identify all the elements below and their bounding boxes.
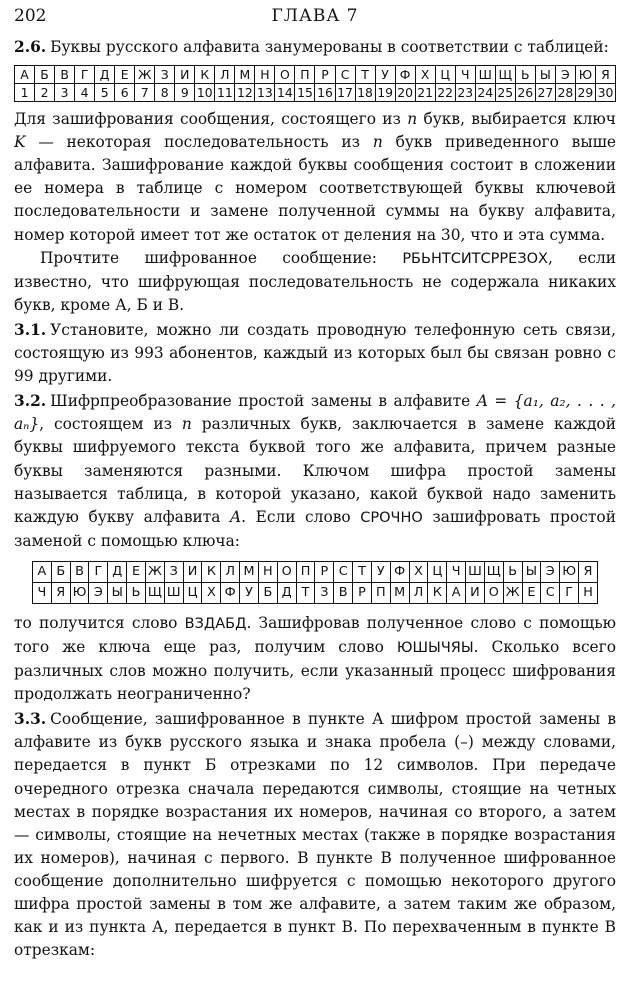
letter-cell: А xyxy=(33,561,52,582)
letter-cell: Ф xyxy=(395,66,415,84)
alphabet-row xyxy=(15,66,616,84)
number-cell: 13 xyxy=(255,84,275,102)
number-cell: 16 xyxy=(315,84,335,102)
number-cell: 26 xyxy=(515,84,535,102)
letter-cell: Ж xyxy=(135,66,155,84)
letter-cell: Ь xyxy=(503,561,522,582)
text: , если известно, что шифрующая последовательность не содержала никаких букв, кроме А, Б и В. xyxy=(14,248,616,314)
page-number: 202 xyxy=(14,6,47,26)
letter-cell: Ш xyxy=(475,66,495,84)
letter-cell: Щ xyxy=(484,561,503,582)
letter-cell: С xyxy=(335,66,355,84)
key-cell: Ц xyxy=(183,582,202,603)
number-cell: 10 xyxy=(195,84,215,102)
letter-cell: П xyxy=(295,66,315,84)
key-cell: Л xyxy=(409,582,428,603)
problem-label: 3.3. xyxy=(14,710,47,729)
number-cell: 12 xyxy=(235,84,255,102)
number-cell: 7 xyxy=(135,84,155,102)
letter-cell: М xyxy=(240,561,259,582)
letter-cell: Е xyxy=(115,66,135,84)
chapter-title: ГЛАВА 7 xyxy=(271,6,359,26)
letter-cell: Р xyxy=(315,561,334,582)
key-cell: З xyxy=(315,582,334,603)
letter-cell: Н xyxy=(258,561,277,582)
key-cell: Х xyxy=(202,582,221,603)
key-cell: Ч xyxy=(33,582,52,603)
letter-cell: О xyxy=(277,561,296,582)
letter-cell: Я xyxy=(579,561,598,582)
running-header xyxy=(14,4,616,34)
letter-cell: К xyxy=(202,561,221,582)
problem-label: 3.1. xyxy=(14,320,47,339)
number-cell: 8 xyxy=(155,84,175,102)
code-word: ВЗДАБД xyxy=(184,615,247,632)
text: букв приведенного выше алфавита. Зашифрование каждой буквы сообщения состоит в сложении ее номера в таблице с номером соответствующей буквы ключевой последовательности и замене полученной суммы на букву алфавита, номер которой имеет тот же остаток от деления на 30, что и эта сумма. xyxy=(14,133,616,244)
number-cell: 5 xyxy=(95,84,115,102)
number-cell: 4 xyxy=(75,84,95,102)
problem-3-1 xyxy=(14,319,616,388)
substitution-key-table xyxy=(32,561,598,604)
alphabet-number-table xyxy=(14,65,616,102)
letter-cell: З xyxy=(155,66,175,84)
letter-cell: П xyxy=(296,561,315,582)
number-cell: 22 xyxy=(435,84,455,102)
letter-cell: У xyxy=(371,561,390,582)
letter-cell: Б xyxy=(51,561,70,582)
text: . Сколько всего различных слов можно получить, если указанный процесс шифрования продолжать неограниченно? xyxy=(14,637,616,704)
number-cell: 23 xyxy=(455,84,475,102)
number-cell: 3 xyxy=(55,84,75,102)
number-cell: 19 xyxy=(375,84,395,102)
key-cell: О xyxy=(484,582,503,603)
key-cell: К xyxy=(428,582,447,603)
letter-cell: А xyxy=(15,66,35,84)
letter-cell: У xyxy=(375,66,395,84)
text: то получится слово xyxy=(14,613,178,632)
text: . Если слово xyxy=(241,507,351,526)
letter-cell: Ь xyxy=(515,66,535,84)
text: Прочтите шифрованное сообщение: xyxy=(40,248,377,267)
problem-label: 3.2. xyxy=(14,392,47,411)
letter-cell: Я xyxy=(595,66,615,84)
letter-cell: Б xyxy=(35,66,55,84)
letter-cell: Л xyxy=(221,561,240,582)
letter-cell: Г xyxy=(89,561,108,582)
letter-cell: Н xyxy=(255,66,275,84)
letter-cell: К xyxy=(195,66,215,84)
number-cell: 6 xyxy=(115,84,135,102)
letter-cell: Д xyxy=(95,66,115,84)
key-cell: Т xyxy=(296,582,315,603)
text: зашифровать простой заменой xyxy=(14,507,616,550)
text: — некоторая последовательность из xyxy=(38,133,361,152)
number-cell: 2 xyxy=(35,84,55,102)
letter-cell: Щ xyxy=(495,66,515,84)
number-cell: 11 xyxy=(215,84,235,102)
key-cell: Е xyxy=(522,582,541,603)
key-cell: Щ xyxy=(145,582,164,603)
problem-2-6-question xyxy=(14,247,616,317)
code-word: СРОЧНО xyxy=(360,509,423,526)
letter-cell: В xyxy=(55,66,75,84)
key-cell: А xyxy=(447,582,466,603)
letter-cell: Э xyxy=(541,561,560,582)
number-cell: 27 xyxy=(535,84,555,102)
number-cell: 28 xyxy=(555,84,575,102)
number-cell: 9 xyxy=(175,84,195,102)
number-cell: 30 xyxy=(595,84,615,102)
key-cell: М xyxy=(390,582,409,603)
letter-cell: Ю xyxy=(575,66,595,84)
text: букв, выбирается ключ xyxy=(423,110,616,129)
letter-cell: И xyxy=(183,561,202,582)
letter-cell: Л xyxy=(215,66,235,84)
number-cell: 15 xyxy=(295,84,315,102)
number-cell: 1 xyxy=(15,84,35,102)
key-row xyxy=(33,582,598,603)
key-cell: Ы xyxy=(108,582,127,603)
problem-3-3 xyxy=(14,708,616,962)
letter-cell: Х xyxy=(409,561,428,582)
key-cell: Э xyxy=(89,582,108,603)
key-cell: Я xyxy=(51,582,70,603)
text: различных букв, заключается в замене каждой буквы шифруемого текста буквой того же алфавита, причем разные буквы заменяются разными. Ключом шифра простой замены называется таблица, в которой указано, какой буквой надо заменить каждую букву алфавита xyxy=(14,415,616,526)
letter-cell: Ц xyxy=(435,66,455,84)
key-cell: П xyxy=(371,582,390,603)
text: Для зашифрования сообщения, состоящего из xyxy=(14,110,401,129)
problem-2-6-body xyxy=(14,108,616,247)
letter-cell: Е xyxy=(127,561,146,582)
letter-cell: Ч xyxy=(455,66,475,84)
math-formula: A = {a₁, a₂, . . . , aₙ} xyxy=(14,392,616,434)
number-row xyxy=(15,84,616,102)
text: Установите, можно ли создать проводную телефонную сеть связи, состоящую из 993 абонентов, каждый из которых был бы связан ровно с 99 другими. xyxy=(14,320,616,386)
letter-cell: Ы xyxy=(535,66,555,84)
letter-cell: Х xyxy=(415,66,435,84)
letter-cell: Ж xyxy=(145,561,164,582)
math-var: n xyxy=(181,415,192,434)
number-cell: 20 xyxy=(395,84,415,102)
letter-cell: О xyxy=(275,66,295,84)
key-cell: Б xyxy=(258,582,277,603)
key-cell: Ю xyxy=(70,582,89,603)
letter-cell: Ю xyxy=(560,561,579,582)
number-cell: 25 xyxy=(495,84,515,102)
problem-3-2 xyxy=(14,390,616,553)
text: , состоящем из xyxy=(39,415,172,434)
math-var: A xyxy=(230,507,242,526)
key-cell: И xyxy=(466,582,485,603)
letter-cell: И xyxy=(175,66,195,84)
letter-cell: З xyxy=(164,561,183,582)
key-cell: Ж xyxy=(503,582,522,603)
letter-cell: Р xyxy=(315,66,335,84)
intro-text: Буквы русского алфавита занумерованы в соответствии с таблицей: xyxy=(50,38,609,56)
number-cell: 18 xyxy=(355,84,375,102)
letter-cell: Т xyxy=(355,66,375,84)
letter-cell: Г xyxy=(75,66,95,84)
letter-cell: В xyxy=(70,561,89,582)
math-var: n xyxy=(407,110,418,129)
key-cell: Ф xyxy=(221,582,240,603)
letter-cell: Ш xyxy=(466,561,485,582)
problem-2-6-intro xyxy=(14,36,616,59)
number-cell: 17 xyxy=(335,84,355,102)
letter-cell: Ц xyxy=(428,561,447,582)
text: . Зашифровав полученное слово с помощью того же ключа еще раз, получим слово xyxy=(14,613,616,656)
text: Шифрпреобразование простой замены в алфавите xyxy=(50,392,471,411)
letter-cell: С xyxy=(334,561,353,582)
text: Сообщение, зашифрованное в пункте А шифром простой замены в алфавите из букв русского языка и знака пробела (–) между словами, передается в пункт Б отрезками по 12 символов. При передаче очередного отрезка сначала передаются символы, стоящие на четных местах в порядке возрастания их номеров, начиная со второго, а затем — символы, стоящие на нечетных местах (также в порядке возрастания их номеров), начиная с первого. В пункте В полученное шифрованное сообщение дополнительно шифруется с помощью некоторого другого шифра простой замены в том же алфавите, а затем таким же образом, как и из пункта А, передается в пункт В. По перехваченным в пункте В отрезкам: xyxy=(14,710,616,960)
cipher-text: РБЬНТСИТСРРЕЗОХ xyxy=(402,250,548,267)
letter-cell: Д xyxy=(108,561,127,582)
letter-cell: М xyxy=(235,66,255,84)
text: с помощью ключа: xyxy=(87,531,240,550)
alphabet-row xyxy=(33,561,598,582)
key-cell: Ш xyxy=(164,582,183,603)
key-cell: Р xyxy=(353,582,372,603)
key-cell: У xyxy=(240,582,259,603)
math-var: n xyxy=(372,133,383,152)
key-cell: Ь xyxy=(127,582,146,603)
letter-cell: Ф xyxy=(390,561,409,582)
key-cell: Д xyxy=(277,582,296,603)
key-cell: Г xyxy=(560,582,579,603)
letter-cell: Э xyxy=(555,66,575,84)
code-word: ЮШЫЧЯЫ xyxy=(396,639,474,656)
number-cell: 14 xyxy=(275,84,295,102)
number-cell: 21 xyxy=(415,84,435,102)
key-cell: В xyxy=(334,582,353,603)
number-cell: 24 xyxy=(475,84,495,102)
problem-label: 2.6. xyxy=(14,38,47,56)
math-var: K xyxy=(14,133,26,152)
key-cell: Н xyxy=(579,582,598,603)
number-cell: 29 xyxy=(575,84,595,102)
letter-cell: Т xyxy=(353,561,372,582)
letter-cell: Ч xyxy=(447,561,466,582)
letter-cell: Ы xyxy=(522,561,541,582)
key-cell: С xyxy=(541,582,560,603)
problem-3-2-continued xyxy=(14,612,616,706)
